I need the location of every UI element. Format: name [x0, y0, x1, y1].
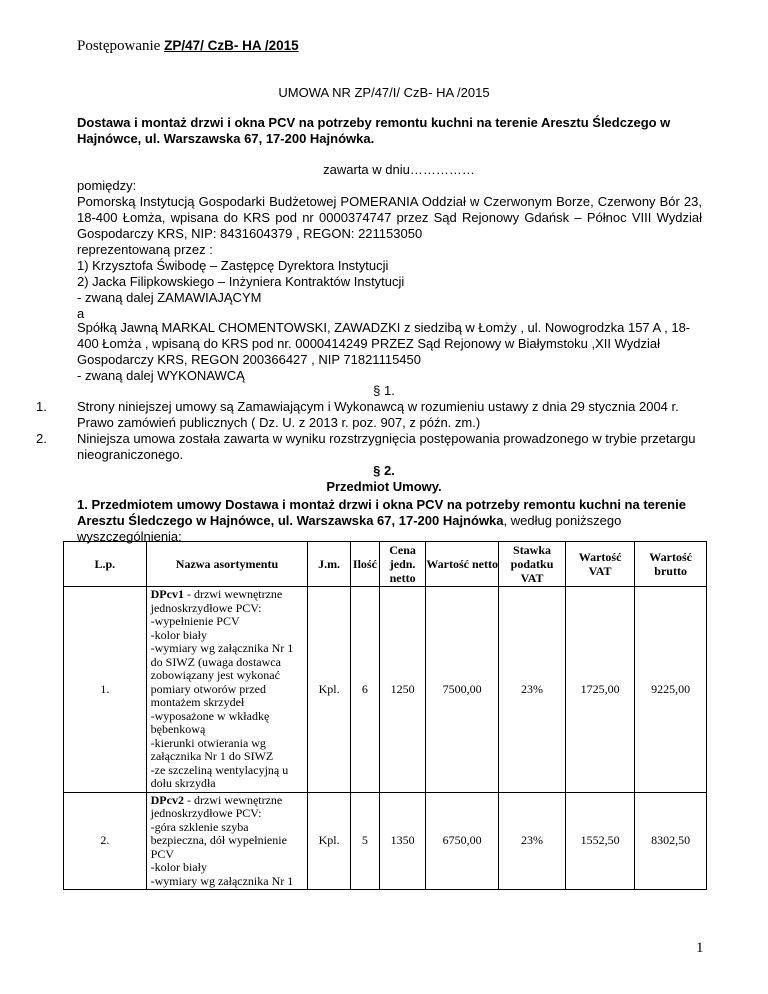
items-table — [63, 541, 707, 890]
list-item-number: 1. — [36, 399, 47, 414]
list-item-text: Strony niniejszej umowy są Zamawiającym i Wykonawcą w rozumieniu ustawy z dnia 29 stycznia 2004 r. Prawo zamówień publicznych ( Dz. U. z 2013 r. poz. 907, z późn. zm.) — [77, 399, 679, 430]
section-2-lead-rest: , według poniższego wyszczególnienia: — [77, 513, 622, 544]
row-vat-rate: 23% — [499, 587, 566, 793]
row-lp: 2. — [64, 792, 147, 890]
header-unit-price: Cena jedn. netto — [380, 542, 426, 587]
row-unit-price: 1250 — [380, 587, 426, 793]
contractor-block — [77, 320, 702, 384]
contractor-description: Spółką Jawną MARKAL CHOMENTOWSKI, ZAWADZKI z siedzibą w Łomży , ul. Nowogrodzka 157 A , 18-400 Łomża , wpisaną do KRS pod nr. 0000414249 PRZEZ Sąd Rejonowy w Białymstoku ,XII Wydział Gospodarczy KRS, REGON 200366427 , NIP 71821115450 — [77, 320, 691, 367]
between-label: pomiędzy: — [77, 178, 137, 193]
header-gross-value: Wartość brutto — [635, 542, 707, 587]
section-2-title: Przedmiot Umowy. — [326, 479, 442, 494]
row-description — [146, 792, 308, 890]
section-1-heading: § 1. — [373, 383, 395, 398]
parties-block — [77, 178, 702, 322]
header-name: Nazwa asortymentu — [146, 542, 308, 587]
header-unit: J.m. — [308, 542, 351, 587]
row-qty: 6 — [350, 587, 379, 793]
representative-2: 2) Jacka Filipkowskiego – Inżyniera Kontraktów Instytucji — [77, 274, 405, 289]
represented-label: reprezentowaną przez : — [77, 242, 213, 257]
section-2-heading: § 2. — [373, 463, 395, 478]
row-vat-value: 1552,50 — [565, 792, 634, 890]
proceeding-prefix: Postępowanie — [77, 38, 165, 54]
row-lp: 1. — [64, 587, 147, 793]
contract-subject: Dostawa i montaż drzwi i okna PCV na potrzeby remontu kuchni na terenie Aresztu Śledczego w Hajnówce, ul. Warszawska 67, 17-200 Hajnówka. — [77, 115, 671, 146]
and-label: a — [77, 306, 85, 321]
contractor-designation: - zwaną dalej WYKONAWCĄ — [77, 368, 245, 383]
row-description — [146, 587, 308, 793]
row-desc-text: - drzwi wewnętrzne jednoskrzydłowe PCV: -góra szklenie szyba bezpieczna, dół wypełnienie PCV -kolor biały -wymiary wg załącznika Nr 1 — [150, 792, 294, 888]
list-item — [0, 399, 702, 431]
table-row — [64, 587, 707, 793]
proceeding-header — [77, 38, 299, 55]
representative-1: 1) Krzysztofa Świbodę – Zastępcę Dyrektora Instytucji — [77, 258, 389, 273]
header-net-value: Wartość netto — [426, 542, 499, 587]
contract-title: UMOWA NR ZP/47/I/ CzB- HA /2015 — [278, 85, 490, 100]
section-1-list — [0, 399, 768, 463]
list-item-number: 2. — [36, 431, 47, 446]
row-unit: Kpl. — [308, 792, 351, 890]
list-item-text: Niniejsza umowa została zawarta w wyniku rozstrzygnięcia postępowania prowadzonego w trybie przetargu nieograniczonego. — [77, 431, 696, 462]
header-vat-rate: Stawka podatku VAT — [499, 542, 566, 587]
section-2-lead — [77, 497, 702, 545]
table-row — [64, 792, 707, 890]
client-description: Pomorską Instytucją Gospodarki Budżetowej POMERANIA Oddział w Czerwonym Borze, Czerwony Bór 23, 18-400 Łomża, wpisana do KRS pod nr 0000374747 przez Sąd Rejonowy Gdańsk – Północ VIII Wydział Gospodarczy KRS, NIP: 8431604379 , REGON: 221153050 — [77, 194, 702, 241]
page-number: 1 — [696, 940, 704, 956]
row-unit-price: 1350 — [380, 792, 426, 890]
row-net-value: 6750,00 — [426, 792, 499, 890]
header-vat-value: Wartość VAT — [565, 542, 634, 587]
contract-date-line: zawarta w dniu…………… — [323, 162, 475, 177]
header-lp: L.p. — [64, 542, 147, 587]
section-2-lead-bold: 1. Przedmiotem umowy Dostawa i montaż drzwi i okna PCV na potrzeby remontu kuchni na terenie Aresztu Śledczego w Hajnówce, ul. Warszawska 67, 17-200 Hajnówka — [77, 497, 686, 528]
row-qty: 5 — [350, 792, 379, 890]
row-desc-text: - drzwi wewnętrzne jednoskrzydłowe PCV: -wypełnienie PCV -kolor biały -wymiary wg załącznika Nr 1 do SIWZ (uwaga dostawca zobowiązany jest wykonać pomiary otworów przed montażem skrzydeł -wyposażone w wkładkę bębenkową -kierunki otwierania wg załącznika Nr 1 do SIWZ -ze szczeliną wentylacyjną u dołu skrzydła — [150, 587, 294, 790]
row-vat-value: 1725,00 — [565, 587, 634, 793]
client-designation: - zwaną dalej ZAMAWIAJĄCYM — [77, 290, 262, 305]
row-unit: Kpl. — [308, 587, 351, 793]
row-gross-value: 9225,00 — [635, 587, 707, 793]
row-gross-value: 8302,50 — [635, 792, 707, 890]
row-code: DPcv1 — [150, 587, 184, 601]
proceeding-ref: ZP/47/ CzB- HA /2015 — [164, 38, 299, 53]
row-net-value: 7500,00 — [426, 587, 499, 793]
row-code: DPcv2 — [150, 792, 184, 807]
row-vat-rate: 23% — [499, 792, 566, 890]
list-item — [0, 431, 702, 463]
table-header-row — [64, 542, 707, 587]
header-qty: Ilość — [350, 542, 379, 587]
